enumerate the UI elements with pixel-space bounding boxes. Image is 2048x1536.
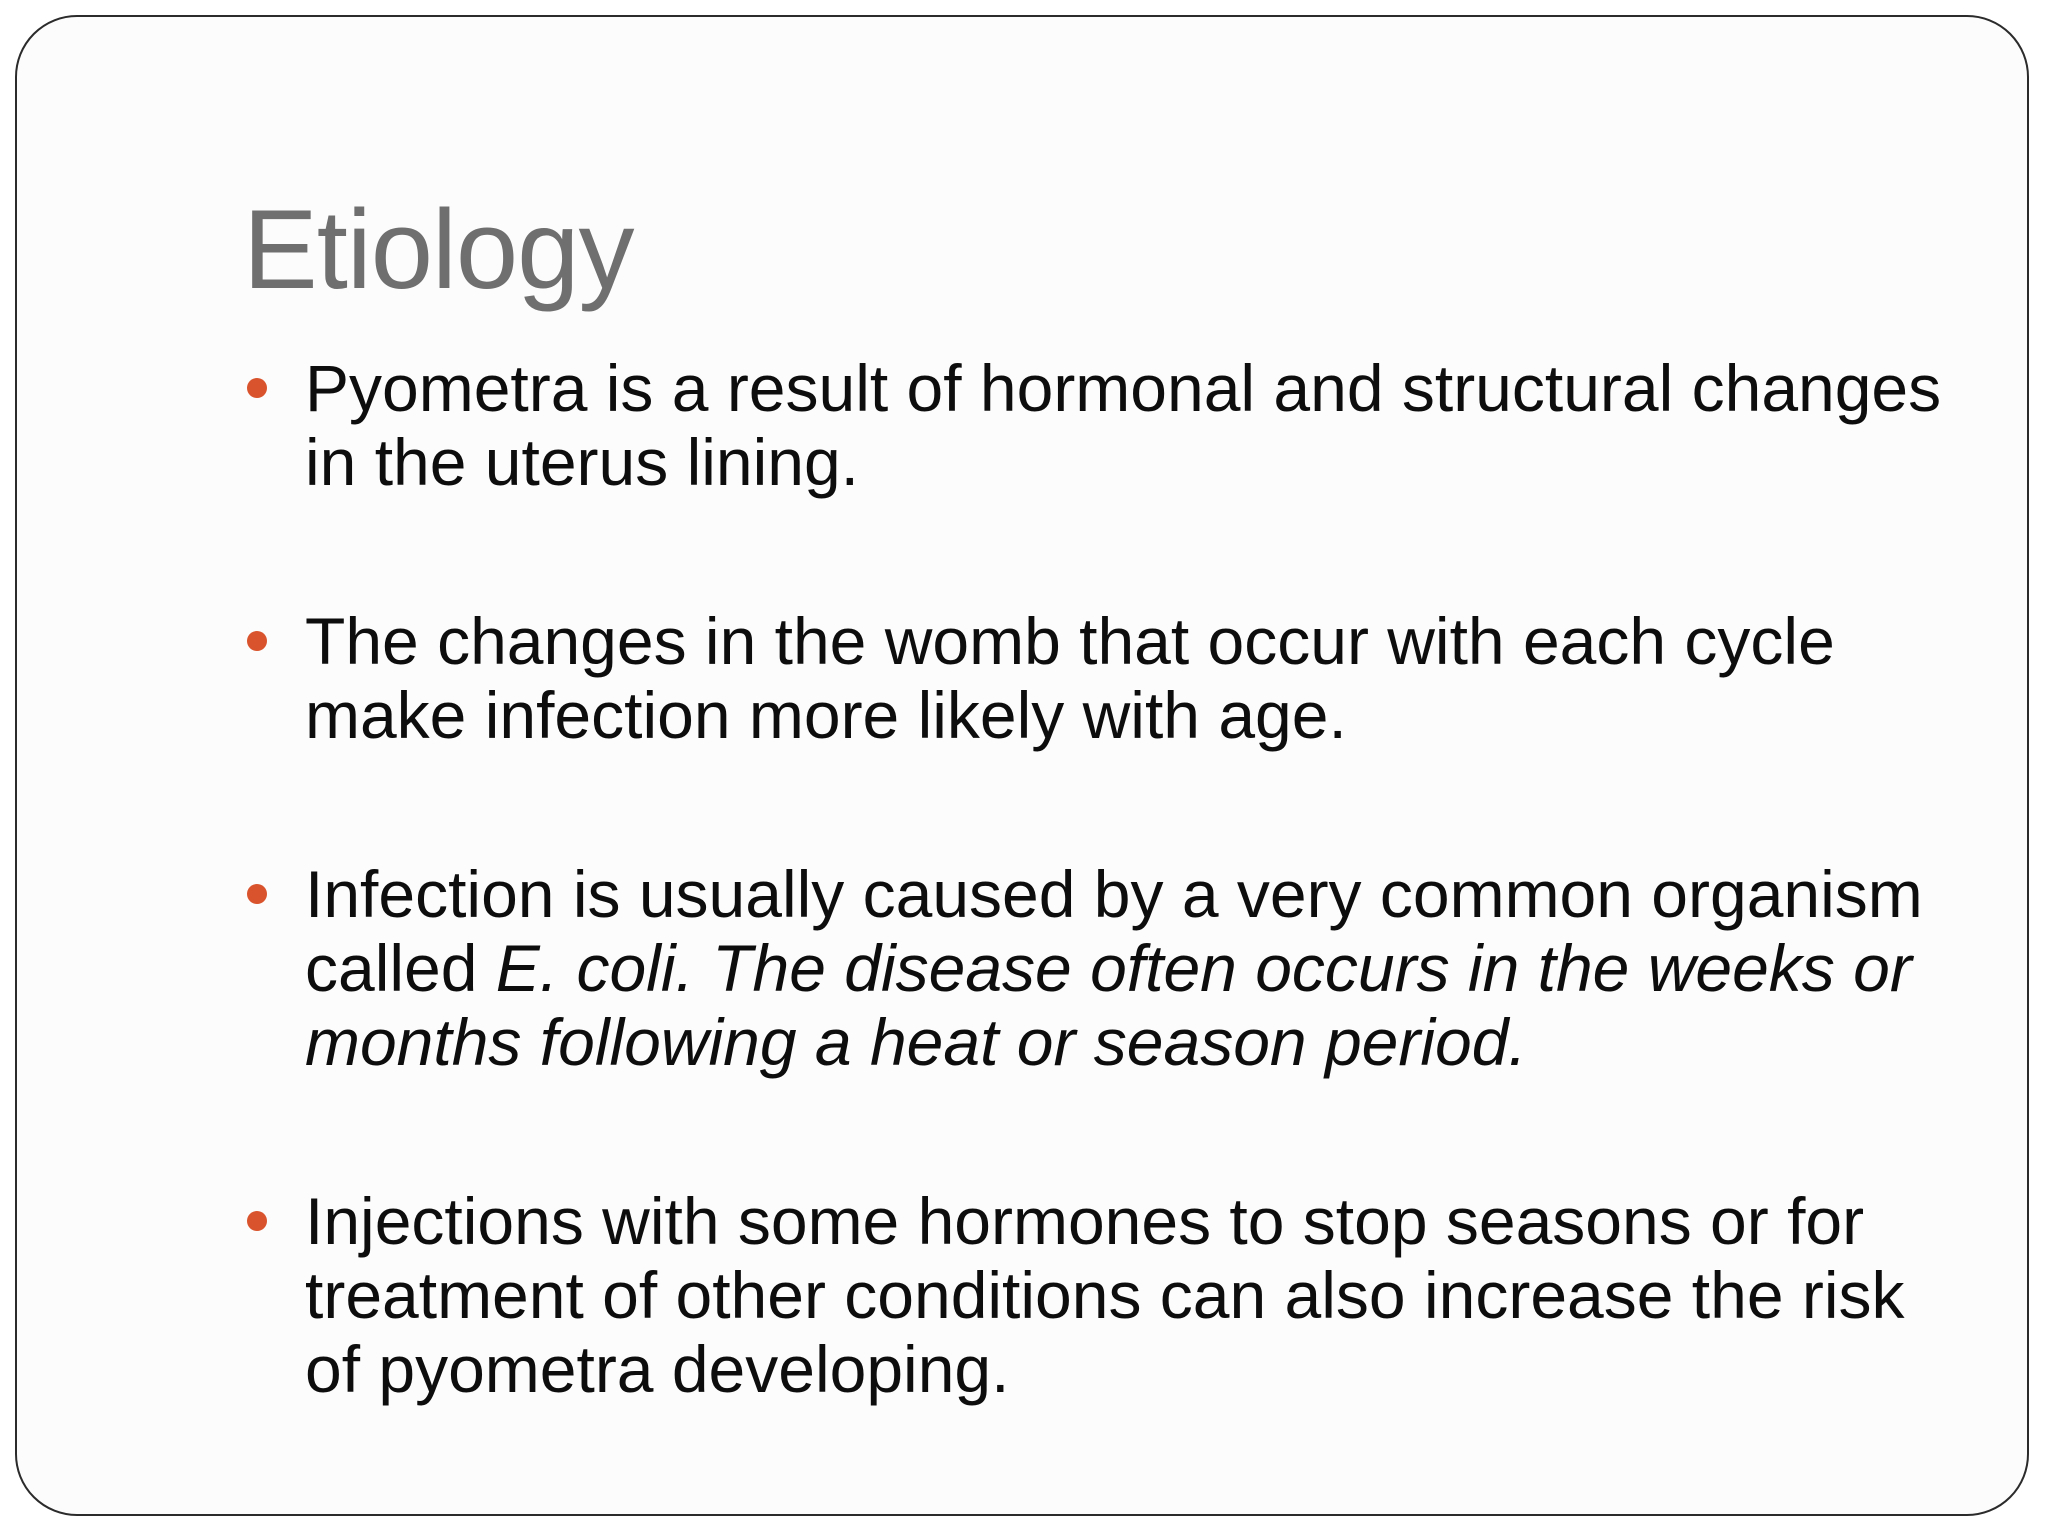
bullet-item-2 [247, 604, 1947, 752]
slide-frame [15, 15, 2029, 1516]
bullet-text-plain: Infection is usually caused by a very common organism called [305, 857, 1923, 1005]
bullet-text-italic: E. coli. The disease often occurs in the weeks or months following a heat or season period. [305, 931, 1912, 1079]
bullet-dot-icon [247, 631, 267, 651]
bullet-dot-icon [247, 1211, 267, 1231]
slide-title: Etiology [243, 187, 634, 312]
bullet-item-3 [247, 857, 1947, 1079]
bullet-list [247, 351, 1947, 1406]
bullet-text: Injections with some hormones to stop seasons or for treatment of other conditions can also increase the risk of pyometra developing. [305, 1184, 1905, 1406]
bullet-item-4 [247, 1184, 1947, 1406]
bullet-text: The changes in the womb that occur with each cycle make infection more likely with age. [305, 604, 1835, 752]
bullet-dot-icon [247, 884, 267, 904]
bullet-text: Pyometra is a result of hormonal and structural changes in the uterus lining. [305, 351, 1942, 499]
bullet-item-1 [247, 351, 1947, 499]
bullet-dot-icon [247, 378, 267, 398]
